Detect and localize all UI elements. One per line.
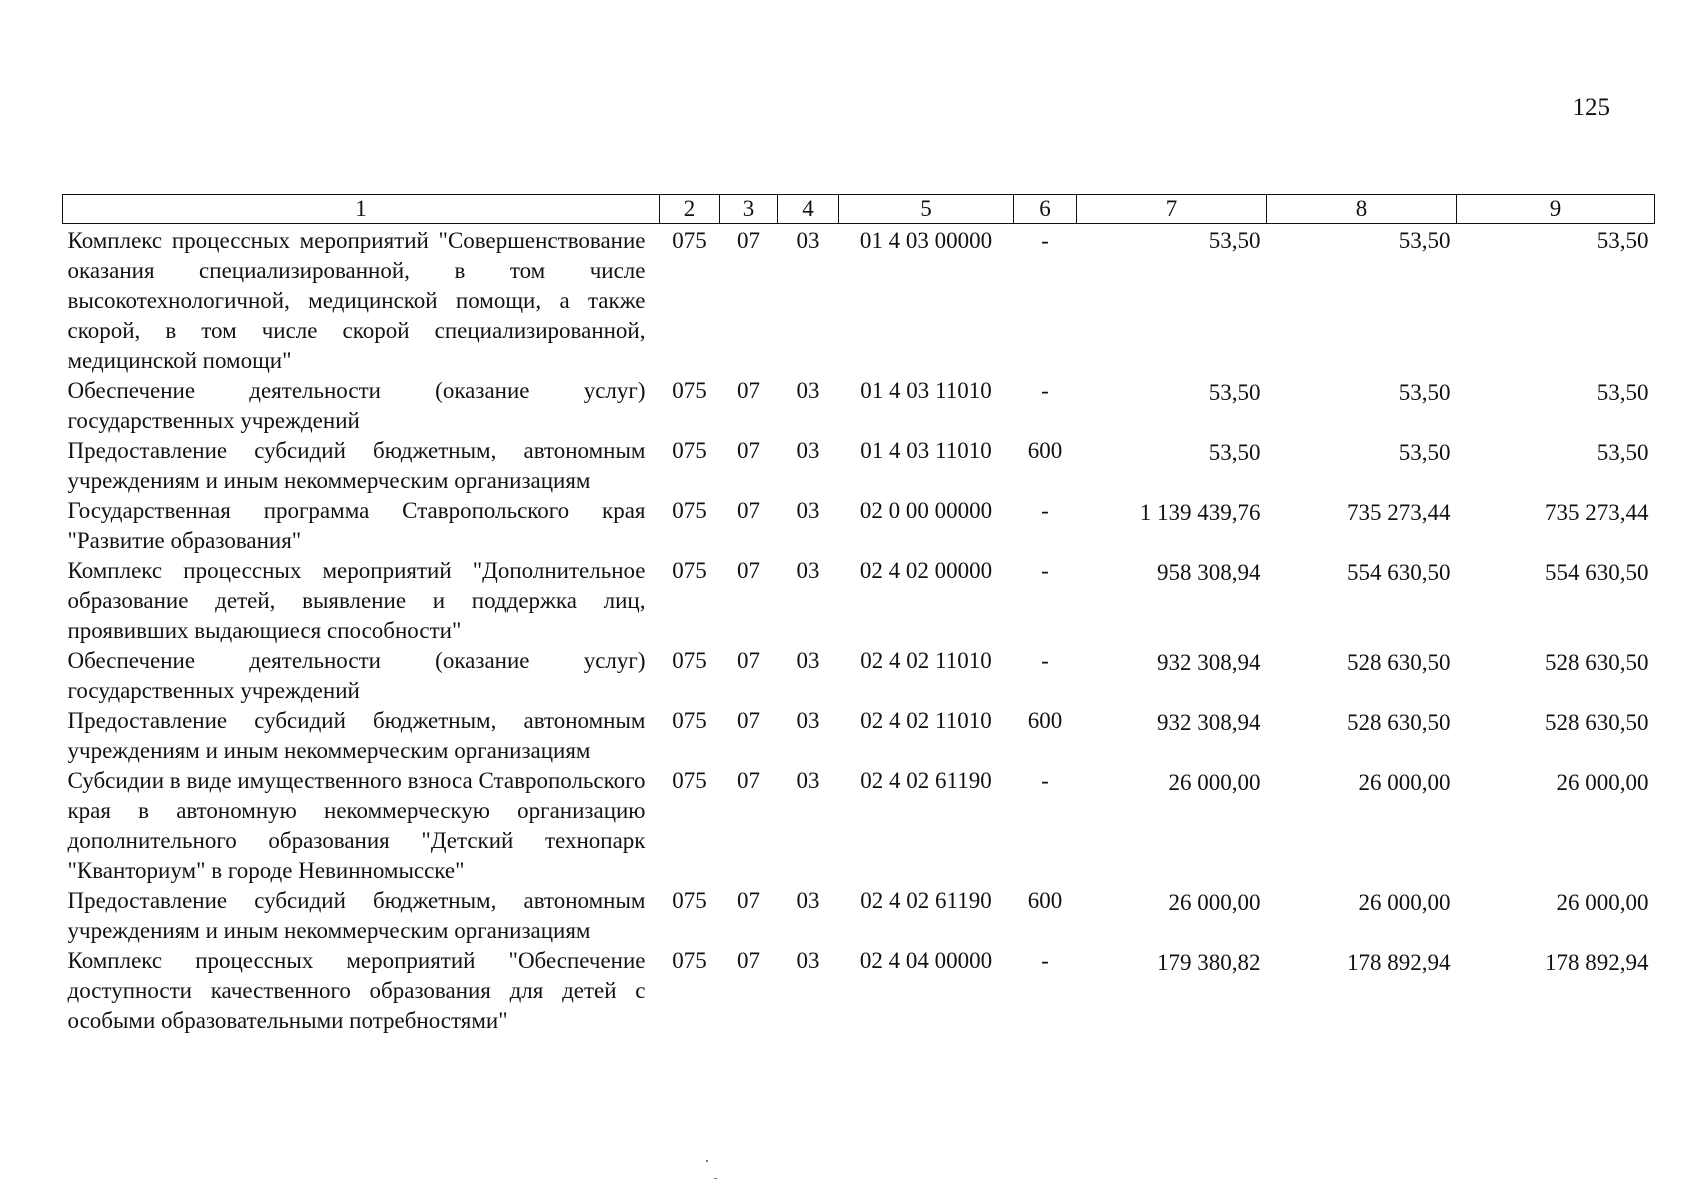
cell-amount-7: 26 000,00 bbox=[1168, 890, 1261, 915]
page-number: 125 bbox=[1572, 94, 1610, 121]
table-row bbox=[63, 886, 1655, 946]
cell-amount-9: 735 273,44 bbox=[1545, 500, 1649, 525]
scan-speck bbox=[706, 1160, 708, 1162]
cell-amount-7: 53,50 bbox=[1208, 440, 1261, 465]
cell-subsection: 03 bbox=[796, 378, 820, 403]
cell-section: 07 bbox=[737, 948, 760, 973]
cell-code: 075 bbox=[672, 648, 707, 673]
cell-amount-8: 528 630,50 bbox=[1347, 710, 1451, 735]
cell-target: 02 4 02 00000 bbox=[859, 558, 993, 583]
cell-amount-9: 26 000,00 bbox=[1556, 770, 1649, 795]
cell-amount-8: 53,50 bbox=[1398, 228, 1451, 253]
cell-amount-8: 178 892,94 bbox=[1347, 950, 1451, 975]
cell-section: 07 bbox=[737, 498, 760, 523]
col-header-5: 5 bbox=[839, 195, 1014, 224]
table-row bbox=[63, 496, 1655, 556]
cell-target: 02 4 02 11010 bbox=[860, 648, 992, 673]
cell-code: 075 bbox=[672, 558, 707, 583]
cell-code: 075 bbox=[672, 228, 707, 253]
cell-subsection: 03 bbox=[796, 558, 820, 583]
cell-section: 07 bbox=[737, 228, 760, 253]
header-row bbox=[63, 195, 1655, 224]
cell-amount-7: 932 308,94 bbox=[1157, 710, 1261, 735]
cell-section: 07 bbox=[737, 708, 760, 733]
cell-amount-9: 528 630,50 bbox=[1545, 710, 1649, 735]
cell-amount-7: 53,50 bbox=[1208, 380, 1261, 405]
cell-amount-8: 554 630,50 bbox=[1347, 560, 1451, 585]
scan-speck bbox=[714, 1178, 717, 1179]
cell-target: 02 4 02 11010 bbox=[860, 708, 992, 733]
cell-subsection: 03 bbox=[796, 228, 820, 253]
col-header-3: 3 bbox=[720, 195, 778, 224]
col-header-9: 9 bbox=[1457, 195, 1655, 224]
cell-section: 07 bbox=[737, 558, 760, 583]
cell-section: 07 bbox=[737, 378, 760, 403]
cell-code: 075 bbox=[672, 378, 707, 403]
col-header-7: 7 bbox=[1077, 195, 1267, 224]
cell-amount-8: 26 000,00 bbox=[1358, 890, 1451, 915]
cell-target: 02 4 02 61190 bbox=[860, 888, 992, 913]
cell-amount-8: 528 630,50 bbox=[1347, 650, 1451, 675]
table-row bbox=[63, 766, 1655, 886]
cell-subsection: 03 bbox=[796, 768, 820, 793]
cell-amount-8: 53,50 bbox=[1398, 380, 1451, 405]
row-name: Предоставление субсидий бюджетным, автономным учреждениям и иным некоммерческим организациям bbox=[67, 888, 646, 943]
col-header-4: 4 bbox=[778, 195, 839, 224]
cell-subsection: 03 bbox=[796, 708, 820, 733]
cell-section: 07 bbox=[737, 768, 760, 793]
table-row bbox=[63, 556, 1655, 646]
cell-code: 075 bbox=[672, 888, 707, 913]
cell-amount-7: 179 380,82 bbox=[1157, 950, 1261, 975]
cell-code: 075 bbox=[672, 768, 707, 793]
cell-amount-8: 735 273,44 bbox=[1347, 500, 1451, 525]
cell-target: 02 0 00 00000 bbox=[859, 498, 993, 523]
row-name: Комплекс процессных мероприятий "Обеспечение доступности качественного образования для детей с особыми образовательными потребностями" bbox=[67, 948, 646, 1033]
row-name: Обеспечение деятельности (оказание услуг) государственных учреждений bbox=[67, 378, 646, 433]
cell-type: 600 bbox=[1027, 708, 1063, 733]
cell-amount-9: 53,50 bbox=[1596, 228, 1649, 253]
col-header-1: 1 bbox=[63, 195, 660, 224]
cell-amount-9: 26 000,00 bbox=[1556, 890, 1649, 915]
cell-amount-8: 53,50 bbox=[1398, 440, 1451, 465]
table-row bbox=[63, 946, 1655, 1036]
cell-amount-7: 958 308,94 bbox=[1157, 560, 1261, 585]
row-name: Обеспечение деятельности (оказание услуг) государственных учреждений bbox=[67, 648, 646, 703]
cell-subsection: 03 bbox=[796, 438, 820, 463]
col-header-2: 2 bbox=[660, 195, 720, 224]
row-name: Предоставление субсидий бюджетным, автономным учреждениям и иным некоммерческим организациям bbox=[67, 438, 646, 493]
cell-section: 07 bbox=[737, 438, 760, 463]
cell-type: - bbox=[1041, 648, 1049, 673]
table-row bbox=[63, 436, 1655, 496]
cell-section: 07 bbox=[737, 648, 760, 673]
cell-amount-9: 53,50 bbox=[1596, 380, 1649, 405]
cell-type: - bbox=[1041, 228, 1049, 253]
table-row bbox=[63, 224, 1655, 377]
cell-type: - bbox=[1041, 378, 1049, 403]
cell-subsection: 03 bbox=[796, 648, 820, 673]
cell-subsection: 03 bbox=[796, 498, 820, 523]
col-header-8: 8 bbox=[1267, 195, 1457, 224]
cell-amount-7: 1 139 439,76 bbox=[1139, 500, 1261, 525]
cell-amount-9: 178 892,94 bbox=[1545, 950, 1649, 975]
cell-type: - bbox=[1041, 498, 1049, 523]
cell-amount-9: 53,50 bbox=[1596, 440, 1649, 465]
row-name: Государственная программа Ставропольского края "Развитие образования" bbox=[67, 498, 646, 553]
table-row bbox=[63, 706, 1655, 766]
row-name: Предоставление субсидий бюджетным, автономным учреждениям и иным некоммерческим организациям bbox=[67, 708, 646, 763]
row-name: Комплекс процессных мероприятий "Совершенствование оказания специализированной, в том числе высокотехнологичной, медицинской помощи, а также скорой, в том числе скорой специализированной, медицинской помощи" bbox=[67, 228, 646, 373]
cell-amount-9: 554 630,50 bbox=[1545, 560, 1649, 585]
table-row bbox=[63, 646, 1655, 706]
cell-type: - bbox=[1041, 948, 1049, 973]
budget-table bbox=[62, 194, 1655, 1036]
col-header-6: 6 bbox=[1014, 195, 1077, 224]
cell-target: 01 4 03 11010 bbox=[860, 438, 992, 463]
cell-code: 075 bbox=[672, 438, 707, 463]
cell-subsection: 03 bbox=[796, 888, 820, 913]
cell-type: - bbox=[1041, 558, 1049, 583]
cell-subsection: 03 bbox=[796, 948, 820, 973]
cell-amount-7: 26 000,00 bbox=[1168, 770, 1261, 795]
cell-type: 600 bbox=[1027, 438, 1063, 463]
cell-section: 07 bbox=[737, 888, 760, 913]
cell-target: 02 4 04 00000 bbox=[859, 948, 993, 973]
cell-amount-8: 26 000,00 bbox=[1358, 770, 1451, 795]
cell-target: 02 4 02 61190 bbox=[860, 768, 992, 793]
cell-code: 075 bbox=[672, 708, 707, 733]
row-name: Субсидии в виде имущественного взноса Ставропольского края в автономную некоммерческую организацию дополнительного образования "Детский технопарк "Кванториум" в городе Невинномысске" bbox=[67, 768, 646, 883]
cell-code: 075 bbox=[672, 498, 707, 523]
row-name: Комплекс процессных мероприятий "Дополнительное образование детей, выявление и поддержка лиц, проявивших выдающиеся способности" bbox=[67, 558, 646, 643]
cell-target: 01 4 03 00000 bbox=[859, 228, 993, 253]
table-row bbox=[63, 376, 1655, 436]
cell-amount-7: 53,50 bbox=[1208, 228, 1261, 253]
cell-amount-9: 528 630,50 bbox=[1545, 650, 1649, 675]
cell-type: - bbox=[1041, 768, 1049, 793]
cell-code: 075 bbox=[672, 948, 707, 973]
cell-amount-7: 932 308,94 bbox=[1157, 650, 1261, 675]
cell-type: 600 bbox=[1027, 888, 1063, 913]
cell-target: 01 4 03 11010 bbox=[860, 378, 992, 403]
